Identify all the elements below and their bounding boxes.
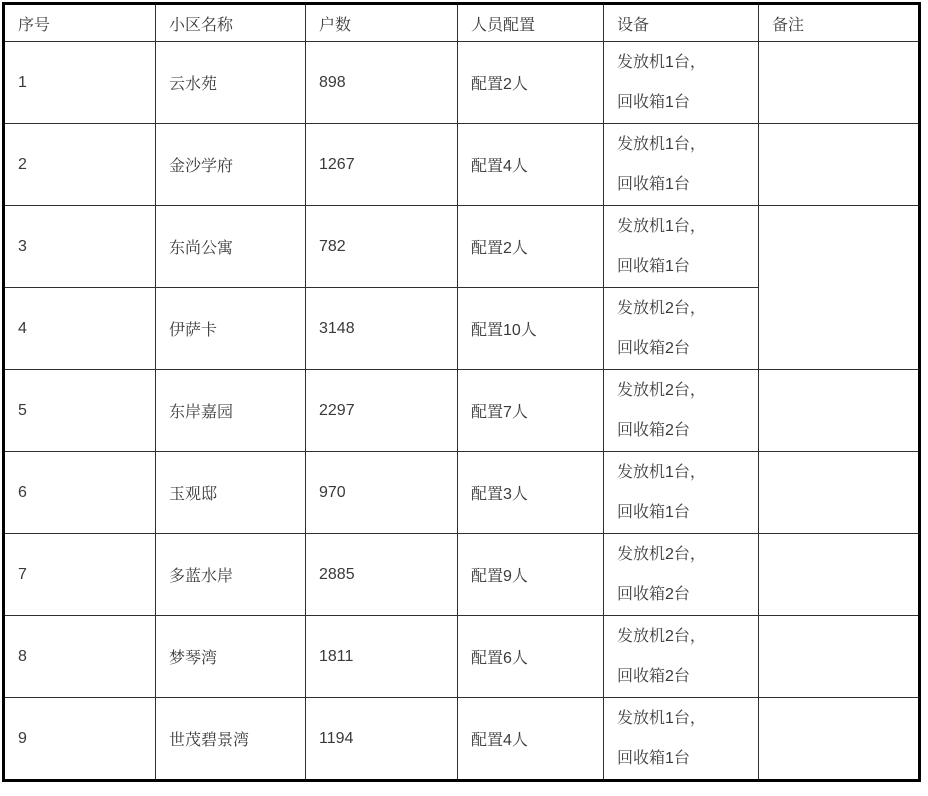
header-community-name: 小区名称 [156, 4, 306, 42]
equipment-line-recycle-bin: 回收箱1台 [617, 749, 690, 767]
cell-remark [759, 370, 920, 452]
equipment-line-recycle-bin: 回收箱1台 [617, 503, 690, 521]
cell-equipment [604, 452, 759, 534]
cell-no: 8 [4, 616, 156, 698]
table-row [4, 452, 920, 534]
cell-staffing: 配置7人 [458, 370, 604, 452]
cell-community-name: 金沙学府 [156, 124, 306, 206]
cell-equipment [604, 42, 759, 124]
cell-households: 2297 [306, 370, 458, 452]
cell-remark [759, 452, 920, 534]
cell-households: 1811 [306, 616, 458, 698]
equipment-line-dispenser: 发放机2台， [617, 299, 706, 317]
cell-households: 1194 [306, 698, 458, 781]
cell-remark [759, 534, 920, 616]
equipment-line-dispenser: 发放机1台， [617, 217, 706, 235]
equipment-line-recycle-bin: 回收箱1台 [617, 175, 690, 193]
equipment-line-recycle-bin: 回收箱2台 [617, 667, 690, 685]
cell-equipment [604, 698, 759, 781]
header-no: 序号 [4, 4, 156, 42]
equipment-line-dispenser: 发放机2台， [617, 627, 706, 645]
cell-community-name: 云水苑 [156, 42, 306, 124]
header-equipment: 设备 [604, 4, 759, 42]
equipment-line-dispenser: 发放机1台， [617, 53, 706, 71]
cell-equipment [604, 370, 759, 452]
header-staffing: 人员配置 [458, 4, 604, 42]
cell-community-name: 多蓝水岸 [156, 534, 306, 616]
equipment-line-dispenser: 发放机2台， [617, 381, 706, 399]
cell-remark [759, 698, 920, 781]
table-row [4, 124, 920, 206]
cell-staffing: 配置3人 [458, 452, 604, 534]
header-households: 户数 [306, 4, 458, 42]
cell-equipment [604, 616, 759, 698]
table-row [4, 616, 920, 698]
cell-staffing: 配置6人 [458, 616, 604, 698]
cell-equipment [604, 124, 759, 206]
cell-community-name: 梦琴湾 [156, 616, 306, 698]
equipment-line-recycle-bin: 回收箱2台 [617, 585, 690, 603]
cell-remark [759, 42, 920, 124]
cell-staffing: 配置10人 [458, 288, 604, 370]
cell-equipment [604, 288, 759, 370]
cell-remark-merged [759, 206, 920, 370]
cell-no: 3 [4, 206, 156, 288]
cell-no: 4 [4, 288, 156, 370]
equipment-line-recycle-bin: 回收箱2台 [617, 339, 690, 357]
equipment-line-dispenser: 发放机1台， [617, 135, 706, 153]
cell-staffing: 配置2人 [458, 42, 604, 124]
table-row [4, 698, 920, 781]
table-row [4, 534, 920, 616]
cell-staffing: 配置2人 [458, 206, 604, 288]
equipment-line-dispenser: 发放机1台， [617, 709, 706, 727]
header-row [4, 4, 920, 42]
equipment-line-recycle-bin: 回收箱1台 [617, 93, 690, 111]
table-row [4, 370, 920, 452]
cell-community-name: 玉观邸 [156, 452, 306, 534]
cell-equipment [604, 206, 759, 288]
cell-community-name: 世茂碧景湾 [156, 698, 306, 781]
table-row [4, 42, 920, 124]
equipment-line-dispenser: 发放机2台， [617, 545, 706, 563]
cell-remark [759, 124, 920, 206]
cell-no: 5 [4, 370, 156, 452]
cell-staffing: 配置4人 [458, 698, 604, 781]
cell-staffing: 配置9人 [458, 534, 604, 616]
cell-staffing: 配置4人 [458, 124, 604, 206]
cell-no: 7 [4, 534, 156, 616]
cell-remark [759, 616, 920, 698]
cell-no: 1 [4, 42, 156, 124]
cell-households: 898 [306, 42, 458, 124]
cell-households: 2885 [306, 534, 458, 616]
cell-equipment [604, 534, 759, 616]
cell-community-name: 东尚公寓 [156, 206, 306, 288]
equipment-line-dispenser: 发放机1台， [617, 463, 706, 481]
equipment-line-recycle-bin: 回收箱2台 [617, 421, 690, 439]
cell-community-name: 伊萨卡 [156, 288, 306, 370]
header-remarks: 备注 [759, 4, 920, 42]
cell-households: 3148 [306, 288, 458, 370]
community-allocation-table [2, 2, 921, 782]
cell-no: 9 [4, 698, 156, 781]
table-row [4, 206, 920, 288]
cell-households: 970 [306, 452, 458, 534]
cell-households: 1267 [306, 124, 458, 206]
cell-no: 2 [4, 124, 156, 206]
equipment-line-recycle-bin: 回收箱1台 [617, 257, 690, 275]
cell-households: 782 [306, 206, 458, 288]
cell-no: 6 [4, 452, 156, 534]
cell-community-name: 东岸嘉园 [156, 370, 306, 452]
